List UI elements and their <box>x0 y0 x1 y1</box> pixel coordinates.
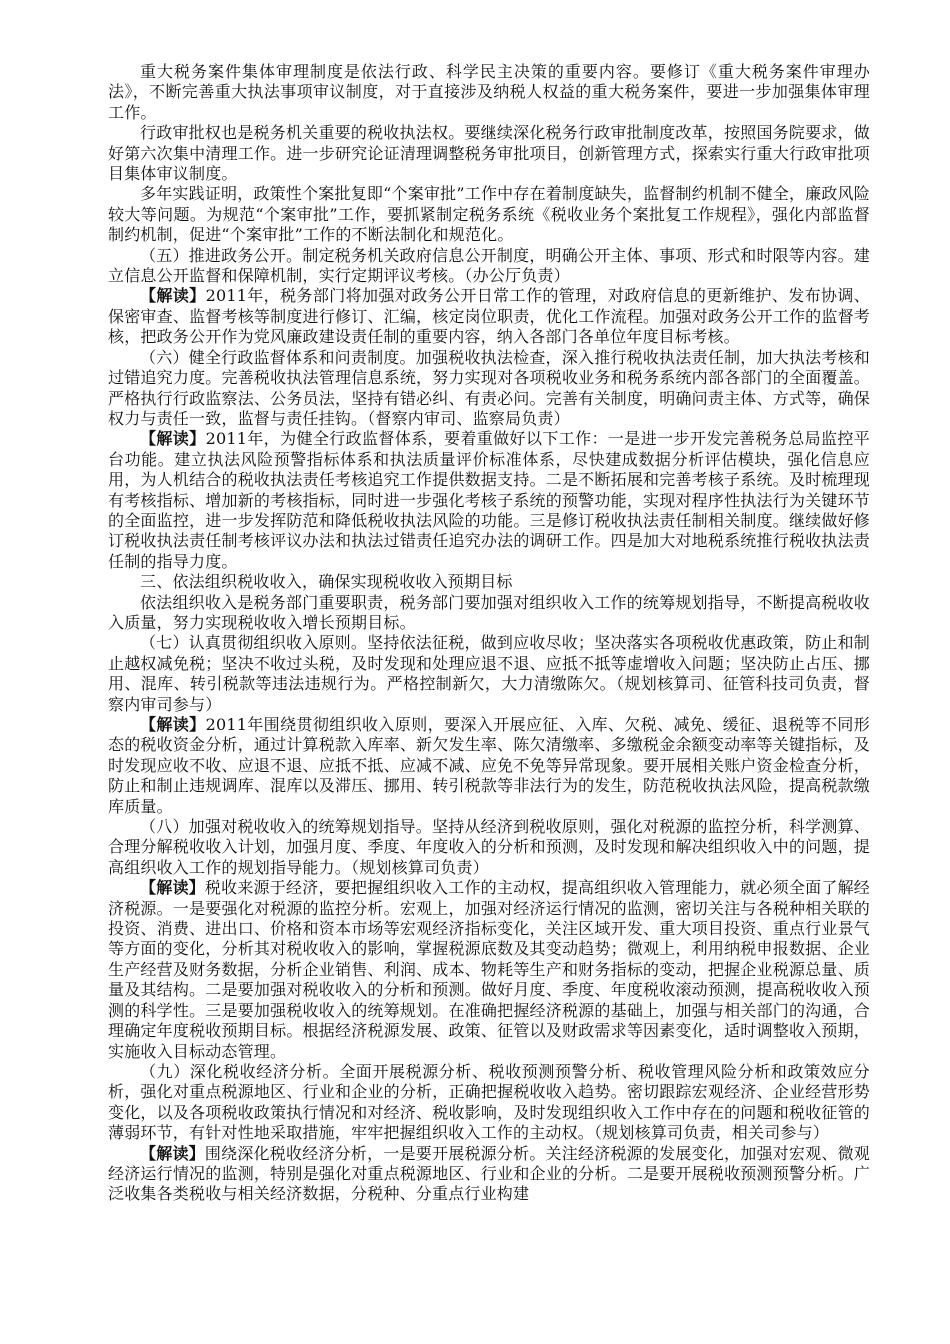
paragraph-label: 【解读】 <box>140 715 206 734</box>
paragraph-text: 2011年围绕贯彻组织收入原则，要深入开展应征、入库、欠税、减免、缓征、退税等不同形态的税收资金分析，通过计算税款入库率、新欠发生率、陈欠清缴率、多缴税金余额变动率等关键指标，及时发现应收不收、应退不退、应抵不抵、应减不减、应免不免等异常现象。要开展相关账户资金检查分析，防止和制止违规调库、混库以及滞压、挪用、转引税款等非法行为的发生，防范税收执法风险，提高税款缴库质量。 <box>108 715 870 816</box>
paragraph <box>108 348 870 430</box>
paragraph-text: 行政审批权也是税务机关重要的税收执法权。要继续深化税务行政审批制度改革，按照国务院要求，做好第六次集中清理工作。进一步研究论证清理调整税务审批项目，创新管理方式，探索实行重大行政审批项目集体审议制度。 <box>108 123 870 184</box>
paragraph-text: 税收来源于经济，要把握组织收入工作的主动权，提高组织收入管理能力，就必须全面了解经济税源。一是要强化对税源的监控分析。宏观上，加强对经济运行情况的监测，密切关注与各税种相关联的投资、消费、进出口、价格和资本市场等宏观经济指标变化，关注区域开发、重大项目投资、重点行业景气等方面的变化，分析其对税收收入的影响，掌握税源底数及其变动趋势；微观上，利用纳税申报数据、企业生产经营及财务数据，分析企业销售、利润、成本、物耗等生产和财务指标的变动，把握企业税源总量、质量及其结构。二是要加强对税收收入的分析和预测。做好月度、季度、年度税收滚动预测，提高税收收入预测的科学性。三是要加强税收收入的统筹规划。在准确把握经济税源的基础上，加强与相关部门的沟通，合理确定年度税收预期目标。根据经济税源发展、政策、征管以及财政需求等因素变化，适时调整收入预期，实施收入目标动态管理。 <box>108 878 870 1061</box>
paragraph-text: 2011年，为健全行政监督体系，要着重做好以下工作：一是进一步开发完善税务总局监控平台功能。建立执法风险预警指标体系和执法质量评价标准体系，尽快建成数据分析评估模块，强化信息应用，为人机结合的税收执法责任考核追究工作提供数据支持。二是不断拓展和完善考核子系统。及时梳理现有考核指标、增加新的考核指标，同时进一步强化考核子系统的预警功能，实现对程序性执法行为关键环节的全面监控，进一步发挥防范和降低税收执法风险的功能。三是修订税收执法责任制相关制度。继续做好修订税收执法责任制考核评议办法和执法过错责任追究办法的调研工作。四是加大对地税系统推行税收执法责任制的指导力度。 <box>108 429 870 571</box>
paragraph-text: （五）推进政务公开。制定税务机关政府信息公开制度，明确公开主体、事项、形式和时限等内容。建立信息公开监督和保障机制，实行定期评议考核。（办公厅负责） <box>108 245 870 286</box>
section-heading <box>108 572 870 592</box>
paragraph-text: 重大税务案件集体审理制度是依法行政、科学民主决策的重要内容。要修订《重大税务案件审理办法》，不断完善重大执法事项审议制度，对于直接涉及纳税人权益的重大税务案件，要进一步加强集体审理工作。 <box>108 62 870 122</box>
paragraph <box>108 286 870 347</box>
paragraph <box>108 429 870 572</box>
paragraph <box>108 593 870 634</box>
paragraph-text: （九）深化税收经济分析。全面开展税源分析、税收预测预警分析、税收管理风险分析和政策效应分析，强化对重点税源地区、行业和企业的分析，正确把握税收收入趋势。密切跟踪宏观经济、企业经营形势变化，以及各项税收政策执行情况和对经济、税收影响，及时发现组织收入工作中存在的问题和税收征管的薄弱环节，有针对性地采取措施，牢牢把握组织收入工作的主动权。（规划核算司负责，相关司参与） <box>108 1061 870 1143</box>
paragraph <box>108 1144 870 1205</box>
paragraph-label: 【解读】 <box>140 878 205 898</box>
paragraph-label: 【解读】 <box>140 286 206 306</box>
paragraph <box>108 817 870 878</box>
paragraph <box>108 633 870 715</box>
paragraph-text: （六）健全行政监督体系和问责制度。加强税收执法检查，深入推行税收执法责任制，加大执法考核和过错追究力度。完善税收执法管理信息系统，努力实现对各项税收业务和税务系统内部各部门的全面覆盖。严格执行行政监察法、公务员法，坚持有错必纠、有责必问。完善有关制度，明确问责主体、方式等，确保权力与责任一致，监督与责任挂钩。（督察内审司、监察局负责） <box>108 347 870 428</box>
paragraph <box>108 878 870 1062</box>
paragraph-text: 多年实践证明，政策性个案批复即“个案审批”工作中存在着制度缺失，监督制约机制不健全，廉政风险较大等问题。为规范“个案审批”工作，要抓紧制定税务系统《税收业务个案批复工作规程》，强化内部监督制约机制，促进“个案审批”工作的不断法制化和规范化。 <box>108 184 870 245</box>
paragraph-text: 依法组织收入是税务部门重要职责，税务部门要加强对组织收入工作的统筹规划指导，不断提高税收收入质量，努力实现税收收入增长预期目标。 <box>108 592 870 632</box>
paragraph <box>108 62 870 123</box>
paragraph-label: 【解读】 <box>140 1143 205 1163</box>
paragraph-text: （七）认真贯彻组织收入原则。坚持依法征税，做到应收尽收；坚决落实各项税收优惠政策，防止和制止越权减免税；坚决不收过头税，及时发现和处理应退不退、应抵不抵等虚增收入问题；坚决防止占压、挪用、混库、转引税款等违法违规行为。严格控制新欠，大力清缴陈欠。（规划核算司、征管科技司负责，督察内审司参与） <box>108 633 870 714</box>
paragraph-text: 围绕深化税收经济分析，一是要开展税源分析。关注经济税源的发展变化，加强对宏观、微观经济运行情况的监测，特别是强化对重点税源地区、行业和企业的分析。二是要开展税收预测预警分析。广泛收集各类税收与相关经济数据，分税种、分重点行业构建 <box>108 1143 870 1204</box>
paragraph-text: 2011年，税务部门将加强对政务公开日常工作的管理，对政府信息的更新维护、发布协调、保密审查、监督考核等制度进行修订、汇编，核定岗位职责，优化工作流程。加强对政务公开工作的监督考核，把政务公开作为党风廉政建设责任制的重要内容，纳入各部门各单位年度目标考核。 <box>108 286 870 347</box>
paragraph-text: （八）加强对税收收入的统筹规划指导。坚持从经济到税收原则，强化对税源的监控分析，科学测算、合理分解税收收入计划，加强月度、季度、年度收入的分析和预测，及时发现和解决组织收入中的问题，提高组织收入工作的规划指导能力。（规划核算司负责） <box>108 817 870 877</box>
paragraph-text: 三、依法组织税收收入，确保实现税收收入预期目标 <box>140 572 513 592</box>
paragraph <box>108 1062 870 1144</box>
paragraph <box>108 123 870 184</box>
paragraph-label: 【解读】 <box>140 429 206 449</box>
paragraph <box>108 184 870 245</box>
paragraph <box>108 715 870 817</box>
paragraph <box>108 246 870 287</box>
